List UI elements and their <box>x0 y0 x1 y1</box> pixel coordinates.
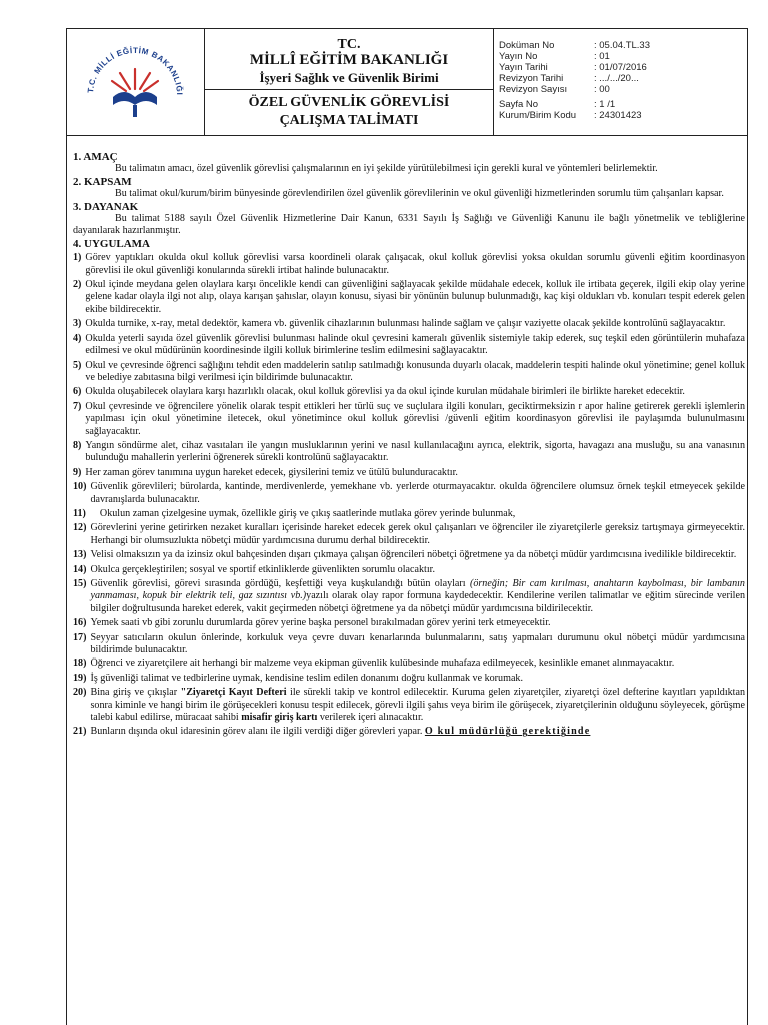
list-item: 7) Okul çevresinde ve öğrencilere yönelik olarak tespit ettikleri her türlü suç ve suçlulara ilgili konuları, geciktirmeksizin r apor haline getirerek gerekli işlemlerin yapılması için okul yönetimine iletecek, okul yönetimince okul kolluk görevlisi /güvenli eğitim koordinasyon görevlisi ile paylaşımda bulunulmasını sağlayacaktır. <box>73 400 745 437</box>
ministry-logo-icon <box>67 29 204 135</box>
list-item: 8) Yangın söndürme alet, cihaz vasıtaları ile yangın musluklarının yerini ve nasıl kullanılacağını ayrıca, elektrik, sigorta, havagazı ana musluğu, su ana vanasının bulunduğu mahallerin yerlerini öğrenerek sürekli kontrolünü sağlayacaktır. <box>73 439 745 464</box>
document-page <box>66 28 748 1025</box>
section-heading: 1. AMAÇ <box>73 151 118 163</box>
list-item: 14) Okulca gerçekleştirilen; sosyal ve sportif etkinliklerde güvenlikten sorumlu olacaktır. <box>73 563 435 575</box>
section-heading: 3. DAYANAK <box>73 200 139 213</box>
list-item: 6) Okulda oluşabilecek olaylara karşı hazırlıklı olacak, okul kolluk görevlisi ya da okul içinde kurulan müdahale birimleri ile birlikte hareket edecektir. <box>73 386 685 398</box>
document-title-line-1: ÖZEL GÜVENLİK GÖREVLİSİ <box>248 95 450 110</box>
list-item: 3) Okulda turnike, x-ray, metal dedektör, kamera vb. güvenlik cihazlarının bulunması halinde sağlam ve çalışır vaziyette olacak şekilde kontrolünü sağlayacaktır. <box>73 318 726 330</box>
list-item: 13) Velisi olmaksızın ya da izinsiz okul bahçesinden dışarı çıkmaya çalışan öğrencileri nöbetçi öğretmene ya da nöbetçi müdür yardımcısına ivedilikle bildirecektir. <box>73 549 737 561</box>
list-item: 2) Okul içinde meydana gelen olaylara karşı öncelikle kendi can güvenliğini sağlayacak şekilde müdahale edecek, kolluk ile irtibata geçerek, ilgili ekip olay yerine gelene kadar olayla ilgi not alıp, olaya karışan şahıslar, olayın konusu, siyasi bir yönünün bulunup bulunmadığı, kaç kişi oldukları vb. konuları tespit ederek gelen ekibe bildirecektir. <box>73 279 745 315</box>
country-label: TC. <box>337 37 361 52</box>
section-heading: 2. KAPSAM <box>73 175 132 188</box>
list-item: 15) Güvenlik görevlisi, görevi sırasında gördüğü, keşfettiği veya kuşkulandığı bütün olayları (örneğin; Bir cam kırılması, anahtarın kaybolması, bir lambanın yanmaması, kopuk bir elektrik teli, gaz sızıntısı vb.)yazılı olarak olay rapor formuna kaydedecektir. Kendilerine verilen talimatlar ve eğitim sürecinde verilen bilgiler doğrultusunda hareket ederek, vakit geçirmeden nöbetçi öğretmene ya da nöbetçi müdür yardımcısına bildirilecektir. <box>73 578 745 614</box>
document-body <box>73 151 745 739</box>
section-text: Bu talimat 5188 sayılı Özel Güvenlik Hizmetlerine Dair Kanun, 6331 Sayılı İş Sağlığı ve Güvenliği Kanunu ile bağlı yönetmelik ve tebliğlerine dayanılarak hazırlanmıştır. <box>73 213 745 237</box>
list-item: 5) Okul ve çevresinde öğrenci sağlığını tehdit eden maddelerin satılıp satılmadığı konusunda duyarlı olacak, maddelerin tespiti halinde okul yönetimine; genel kolluk ve belediye zabıtasına bilgi verilmesi için bildirimde bulunacaktır. <box>73 359 745 383</box>
list-item: 11) Okulun zaman çizelgesine uymak, özellikle giriş ve çıkış saatlerinde mutlaka görev yerinde bulunmak, <box>73 507 516 519</box>
list-item: 16) Yemek saati vb gibi zorunlu durumlarda görev yerine başka personel bırakılmadan görev yerini terk etmeyecektir. <box>73 617 551 629</box>
list-item: 10) Güvenlik görevlileri; bürolarda, kantinde, merdivenlerde, yemekhane vb. yerlerde oturmayacaktır. okulda öğrencilere olumsuz örnek teşkil etmeyecek şekilde davranışlarda bulunacaktır. <box>73 481 745 505</box>
list-item: 18) Öğrenci ve ziyaretçilere ait herhangi bir malzeme veya ekipman güvenlik kulübesinde muhafaza edilmeyecek, kesinlikle emanet alınmayacaktır. <box>73 658 675 670</box>
section-text: Bu talimatın amacı, özel güvenlik görevlisi çalışmalarının en iyi şekilde yürütülebilmesi için gerekli kural ve yöntemleri belirlemektir. <box>115 163 658 175</box>
list-item: 12) Görevlerini yerine getirirken nezaket kuralları içerisinde hareket edecek gerek okul çalışanları ve öğrenciler ile ziyaretçilerle gereksiz tartışmaya girmeyecektir. Herhangi bir olumsuzlukta nöbetçi müdür yardımcısına durumu derhal bildirecektir. <box>73 522 745 546</box>
section-text: Bu talimat okul/kurum/birim bünyesinde görevlendirilen özel güvenlik görevlilerinin ve okul güvenliği hizmetlerinden sorumlu tüm çalışanları kapsar. <box>115 188 724 200</box>
document-title-line-2: ÇALIŞMA TALİMATI <box>279 113 419 128</box>
logo-cell <box>67 29 205 135</box>
svg-text:T.C. MİLLİ EĞİTİM BAKANLIĞI: T.C. MİLLİ EĞİTİM BAKANLIĞI <box>86 45 185 96</box>
list-item: 21) Bunların dışında okul idaresinin görev alanı ile ilgili verdiği diğer görevleri yapar. O kul müdürlüğü gerektiğinde <box>73 726 591 738</box>
title-cell <box>205 29 494 135</box>
document-header <box>67 29 747 136</box>
title-divider <box>205 89 493 90</box>
list-item: 19) İş güvenliği talimat ve tedbirlerine uymak, kendisine teslim edilen donanımı doğru kullanmak ve korumak. <box>73 672 523 684</box>
unit-name: İşyeri Sağlık ve Güvenlik Birimi <box>259 70 439 85</box>
list-item: 17) Seyyar satıcıların okulun önlerinde, korkuluk veya çevre duvarı kenarlarında bulunmalarını, satış yapmaları durumunu okul nöbetçi müdür yardımcısına bildirimde bulunacaktır. <box>73 631 745 656</box>
list-item: 1) Görev yaptıkları okulda okul kolluk görevlisi varsa koordineli olarak çalışacak, okul kolluk görevlisi yoksa okuldan sorumlu güvenli eğitim koordinasyon görevlisi ile okul güvenliği konularında sürekli irtibat halinde bulunacaktır. <box>73 252 745 276</box>
list-item: 20) Bina giriş ve çıkışlar "Ziyaretçi Kayıt Defteri ile sürekli takip ve kontrol edilecektir. Kuruma gelen ziyaretçiler, ziyaretçi özel defterine kayıtları yapıldıktan sonra kiminle ve hangi birim ile görüşecekleri konusu tespit edilecek, görevli ilgili şahıs veya birim ile görüşecek, ziyaretçilerinin olduğunu söyleyecek, görüşme talebi kabul edilirse, müracaat sahibi misafir giriş kartı verilerek içeri alınacaktır. <box>73 687 746 724</box>
document-meta: Doküman No : 05.04.TL.33 Yayın No : 01 Yayın Tarihi : 01/07/2016 Revizyon Tarihi : .../.../20... Revizyon Sayısı : 00 Sayfa No : 1 /1 Kurum/Birim Kodu : 24301423 <box>499 40 650 121</box>
list-item: 9) Her zaman görev tanımına uygun hareket edecek, giysilerini temiz ve ütülü bulunduracaktır. <box>73 466 458 478</box>
ministry-name: MİLLÎ EĞİTİM BAKANLIĞI <box>249 52 449 68</box>
list-item: 4) Okulda yeterli sayıda özel güvenlik görevlisi bulunması halinde okul çevresini kameralı güvenlik sistemiyle takip ederek, suç teşkil eden görüntülerin muhafaza edilmesi ve okul müdürünün koordinesinde ilgili kolluk birimlerine teslim edilmesini sağlayacaktır. <box>73 332 745 357</box>
section-heading: 4. UYGULAMA <box>73 237 150 250</box>
